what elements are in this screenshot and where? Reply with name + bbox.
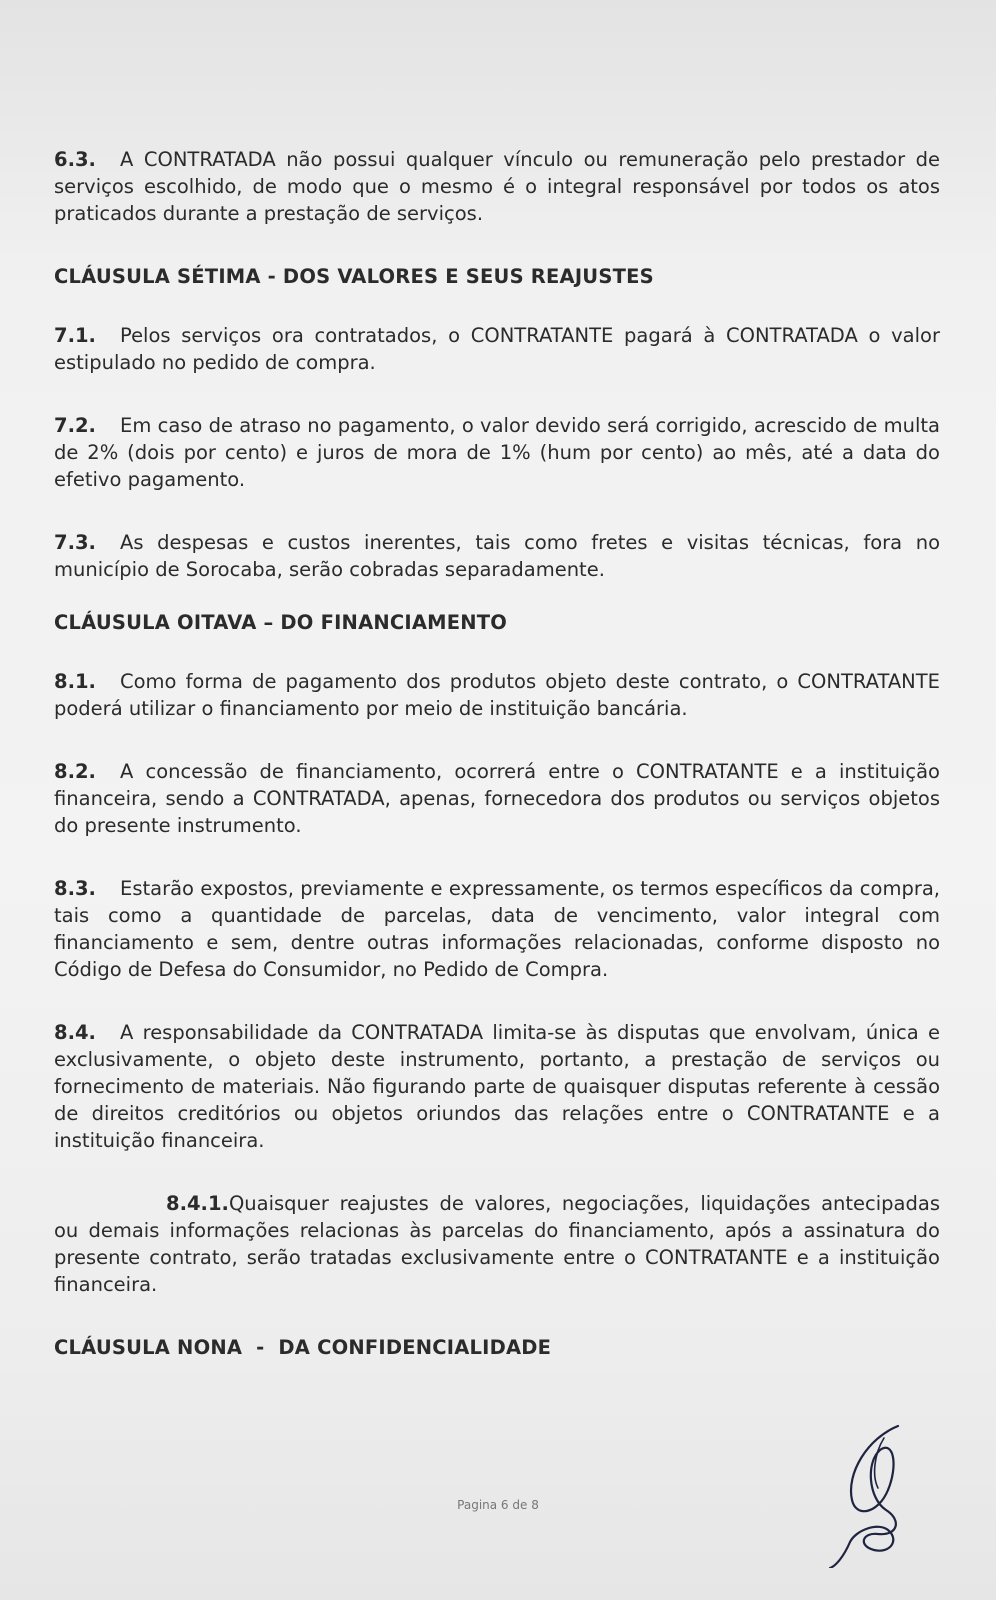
clause-8-4-1 (54, 1190, 940, 1298)
clause-text: Estarão expostos, previamente e expressamente, os termos específicos da compra, tais como a quantidade de parcelas, data de vencimento, valor integral com financiamento e sem, dentre outras informações relacionadas, conforme disposto no Código de Defesa do Consumidor, no Pedido de Compra. (54, 877, 940, 981)
clause-text: Pelos serviços ora contratados, o CONTRATANTE pagará à CONTRATADA o valor estipulado no pedido de compra. (54, 324, 940, 374)
handwritten-signature (828, 1418, 938, 1568)
clause-8-4 (54, 1019, 940, 1154)
clause-6-3 (54, 146, 940, 227)
heading-clausula-nona: CLÁUSULA NONA - DA CONFIDENCIALIDADE (54, 1336, 552, 1359)
heading-clausula-setima: CLÁUSULA SÉTIMA - DOS VALORES E SEUS REAJUSTES (54, 265, 654, 288)
clause-number: 6.3. (54, 148, 96, 171)
clause-text: A responsabilidade da CONTRATADA limita-se às disputas que envolvam, única e exclusivamente, o objeto deste instrumento, portanto, a prestação de serviços ou fornecimento de materiais. Não figurando parte de quaisquer disputas referente à cessão de direitos creditórios ou objetos oriundos das relações entre o CONTRATANTE e a instituição financeira. (54, 1021, 940, 1152)
clause-number: 8.2. (54, 760, 96, 783)
clause-8-2 (54, 758, 940, 839)
page-number: Pagina 6 de 8 (457, 1498, 539, 1512)
clause-number: 8.3. (54, 877, 96, 900)
clause-text: Quaisquer reajustes de valores, negociações, liquidações antecipadas ou demais informações relacionas às parcelas do financiamento, após a assinatura do presente contrato, serão tratadas exclusivamente entre o CONTRATANTE e a instituição financeira. (54, 1192, 940, 1296)
clause-number: 7.2. (54, 414, 96, 437)
clause-8-3 (54, 875, 940, 983)
clause-number: 8.1. (54, 670, 96, 693)
clause-number: 7.1. (54, 324, 96, 347)
clause-7-2 (54, 412, 940, 493)
clause-number: 8.4. (54, 1021, 96, 1044)
clause-8-1 (54, 668, 940, 722)
clause-text: A CONTRATADA não possui qualquer vínculo ou remuneração pelo prestador de serviços escolhido, de modo que o mesmo é o integral responsável por todos os atos praticados durante a prestação de serviços. (54, 148, 940, 225)
clause-7-3 (54, 529, 940, 583)
clause-number: 7.3. (54, 531, 96, 554)
heading-clausula-oitava: CLÁUSULA OITAVA – DO FINANCIAMENTO (54, 611, 508, 634)
clause-text: Em caso de atraso no pagamento, o valor devido será corrigido, acrescido de multa de 2% (dois por cento) e juros de mora de 1% (hum por cento) ao mês, até a data do efetivo pagamento. (54, 414, 940, 491)
clause-text: Como forma de pagamento dos produtos objeto deste contrato, o CONTRATANTE poderá utilizar o financiamento por meio de instituição bancária. (54, 670, 940, 720)
clause-text: As despesas e custos inerentes, tais como fretes e visitas técnicas, fora no município de Sorocaba, serão cobradas separadamente. (54, 531, 940, 581)
clause-text: A concessão de financiamento, ocorrerá entre o CONTRATANTE e a instituição financeira, sendo a CONTRATADA, apenas, fornecedora dos produtos ou serviços objetos do presente instrumento. (54, 760, 940, 837)
clause-number: 8.4.1. (166, 1192, 229, 1215)
clause-7-1 (54, 322, 940, 376)
